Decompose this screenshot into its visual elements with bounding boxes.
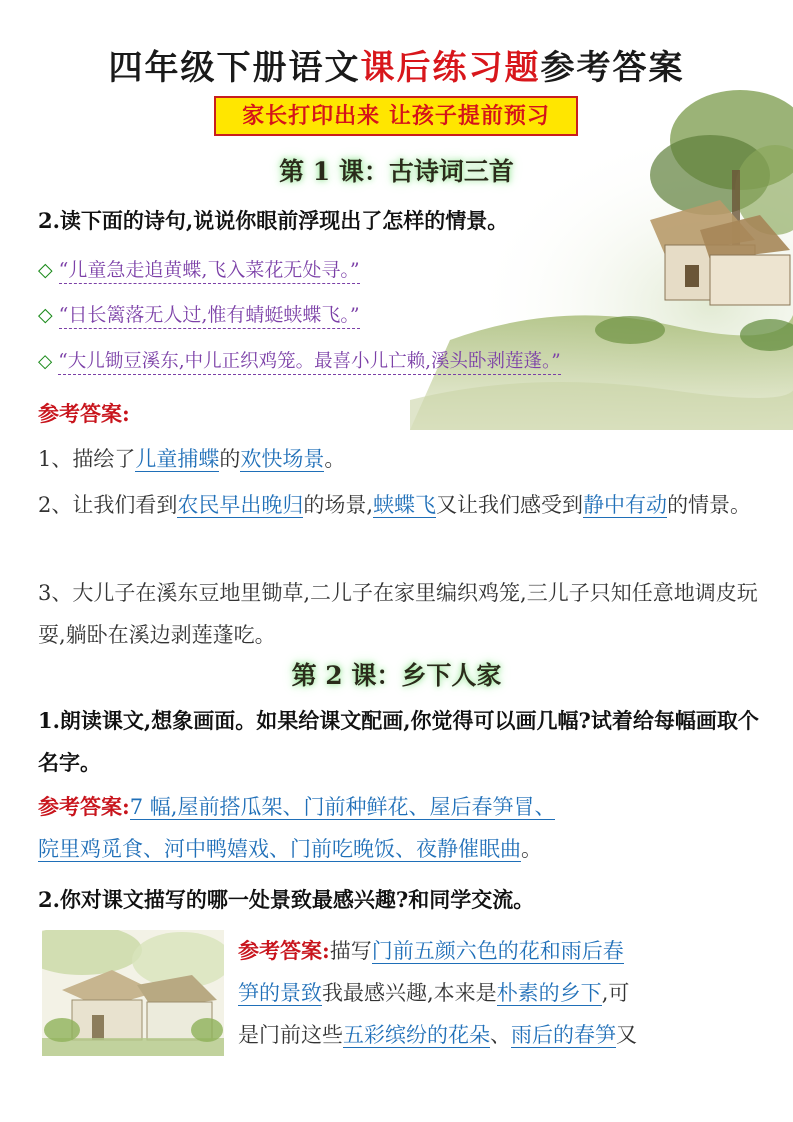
underlined-answer: 欢快场景 bbox=[240, 447, 325, 471]
lesson-2-question-2: 2.你对课文描写的哪一处景致最感兴趣?和同学交流。 bbox=[38, 887, 535, 912]
village-illustration bbox=[42, 930, 224, 1056]
title-highlight: 课后练习题 bbox=[360, 48, 541, 88]
answer-label: 参考答案: bbox=[38, 401, 130, 426]
diamond-icon: ◇ bbox=[38, 351, 53, 372]
page-title bbox=[0, 40, 793, 89]
diamond-icon: ◇ bbox=[38, 259, 53, 281]
lesson-2-question-1: 1.朗读课文,想象画面。如果给课文配画,你觉得可以画几幅?试着给每幅画取个名字。 bbox=[38, 708, 759, 775]
underlined-answer: 静中有动 bbox=[583, 493, 668, 517]
poem-text: “大儿锄豆溪东,中儿正织鸡笼。最喜小儿亡赖,溪头卧剥莲蓬。” bbox=[58, 351, 560, 375]
underlined-answer: 雨后的春笋 bbox=[511, 1023, 616, 1047]
answer-3: 3、大儿子在溪东豆地里锄草,二儿子在家里编织鸡笼,三儿子只知任意地调皮玩耍,躺卧在溪边剥莲蓬吃。 bbox=[38, 581, 758, 647]
diamond-icon: ◇ bbox=[38, 304, 53, 326]
underlined-answer: 蛱蝶飞 bbox=[373, 493, 437, 517]
underlined-answer: 儿童捕蝶 bbox=[135, 447, 220, 471]
lesson-2-answer-2: 参考答案:描写门前五颜六色的花和雨后春 笋的景致我最感兴趣,本来是朴素的乡下,可 是门前这些五彩缤纷的花朵、雨后的春笋又 bbox=[238, 938, 637, 1047]
poem-line bbox=[38, 300, 360, 327]
poem-text: “日长篱落无人过,惟有蜻蜓蛱蝶飞。” bbox=[59, 304, 360, 329]
underlined-answer: 门前五颜六色的花和雨后春 bbox=[371, 939, 624, 963]
answer-label: 参考答案: bbox=[38, 794, 130, 819]
lesson-2-answer-1: 参考答案:7 幅,屋前搭瓜架、门前种鲜花、屋后春笋冒、 院里鸡觅食、河中鸭嬉戏、门前吃晚饭、夜静催眠曲。 bbox=[38, 794, 556, 861]
underlined-answer: 院里鸡觅食、河中鸭嬉戏、门前吃晚饭、夜静催眠曲 bbox=[38, 837, 521, 861]
lesson-1-question: 2.读下面的诗句,说说你眼前浮现出了怎样的情景。 bbox=[38, 208, 509, 233]
underlined-answer: 笋的景致 bbox=[238, 981, 322, 1005]
lesson-2-heading: 第 2 课：乡下人家 bbox=[291, 661, 502, 690]
poem-line bbox=[38, 347, 561, 373]
answer-label: 参考答案: bbox=[238, 938, 330, 963]
underlined-answer: 7 幅,屋前搭瓜架、门前种鲜花、屋后春笋冒、 bbox=[129, 795, 556, 819]
answer-1: 1、描绘了儿童捕蝶的欢快场景。 bbox=[38, 447, 346, 471]
poem-text: “儿童急走追黄蝶,飞入菜花无处寻。” bbox=[59, 259, 360, 284]
lesson-1-heading: 第 1 课：古诗词三首 bbox=[279, 157, 514, 186]
answer-2: 2、让我们看到农民早出晚归的场景,蛱蝶飞又让我们感受到静中有动的情景。 bbox=[38, 493, 752, 517]
poem-line bbox=[38, 255, 360, 282]
underlined-answer: 五彩缤纷的花朵 bbox=[343, 1023, 490, 1047]
title-text: 四年级下册语文 bbox=[108, 48, 361, 88]
underlined-answer: 朴素的乡下 bbox=[496, 981, 602, 1005]
underlined-answer: 农民早出晚归 bbox=[177, 493, 304, 517]
title-suffix: 参考答案 bbox=[540, 48, 685, 88]
banner: 家长打印出来 让孩子提前预习 bbox=[214, 96, 578, 136]
